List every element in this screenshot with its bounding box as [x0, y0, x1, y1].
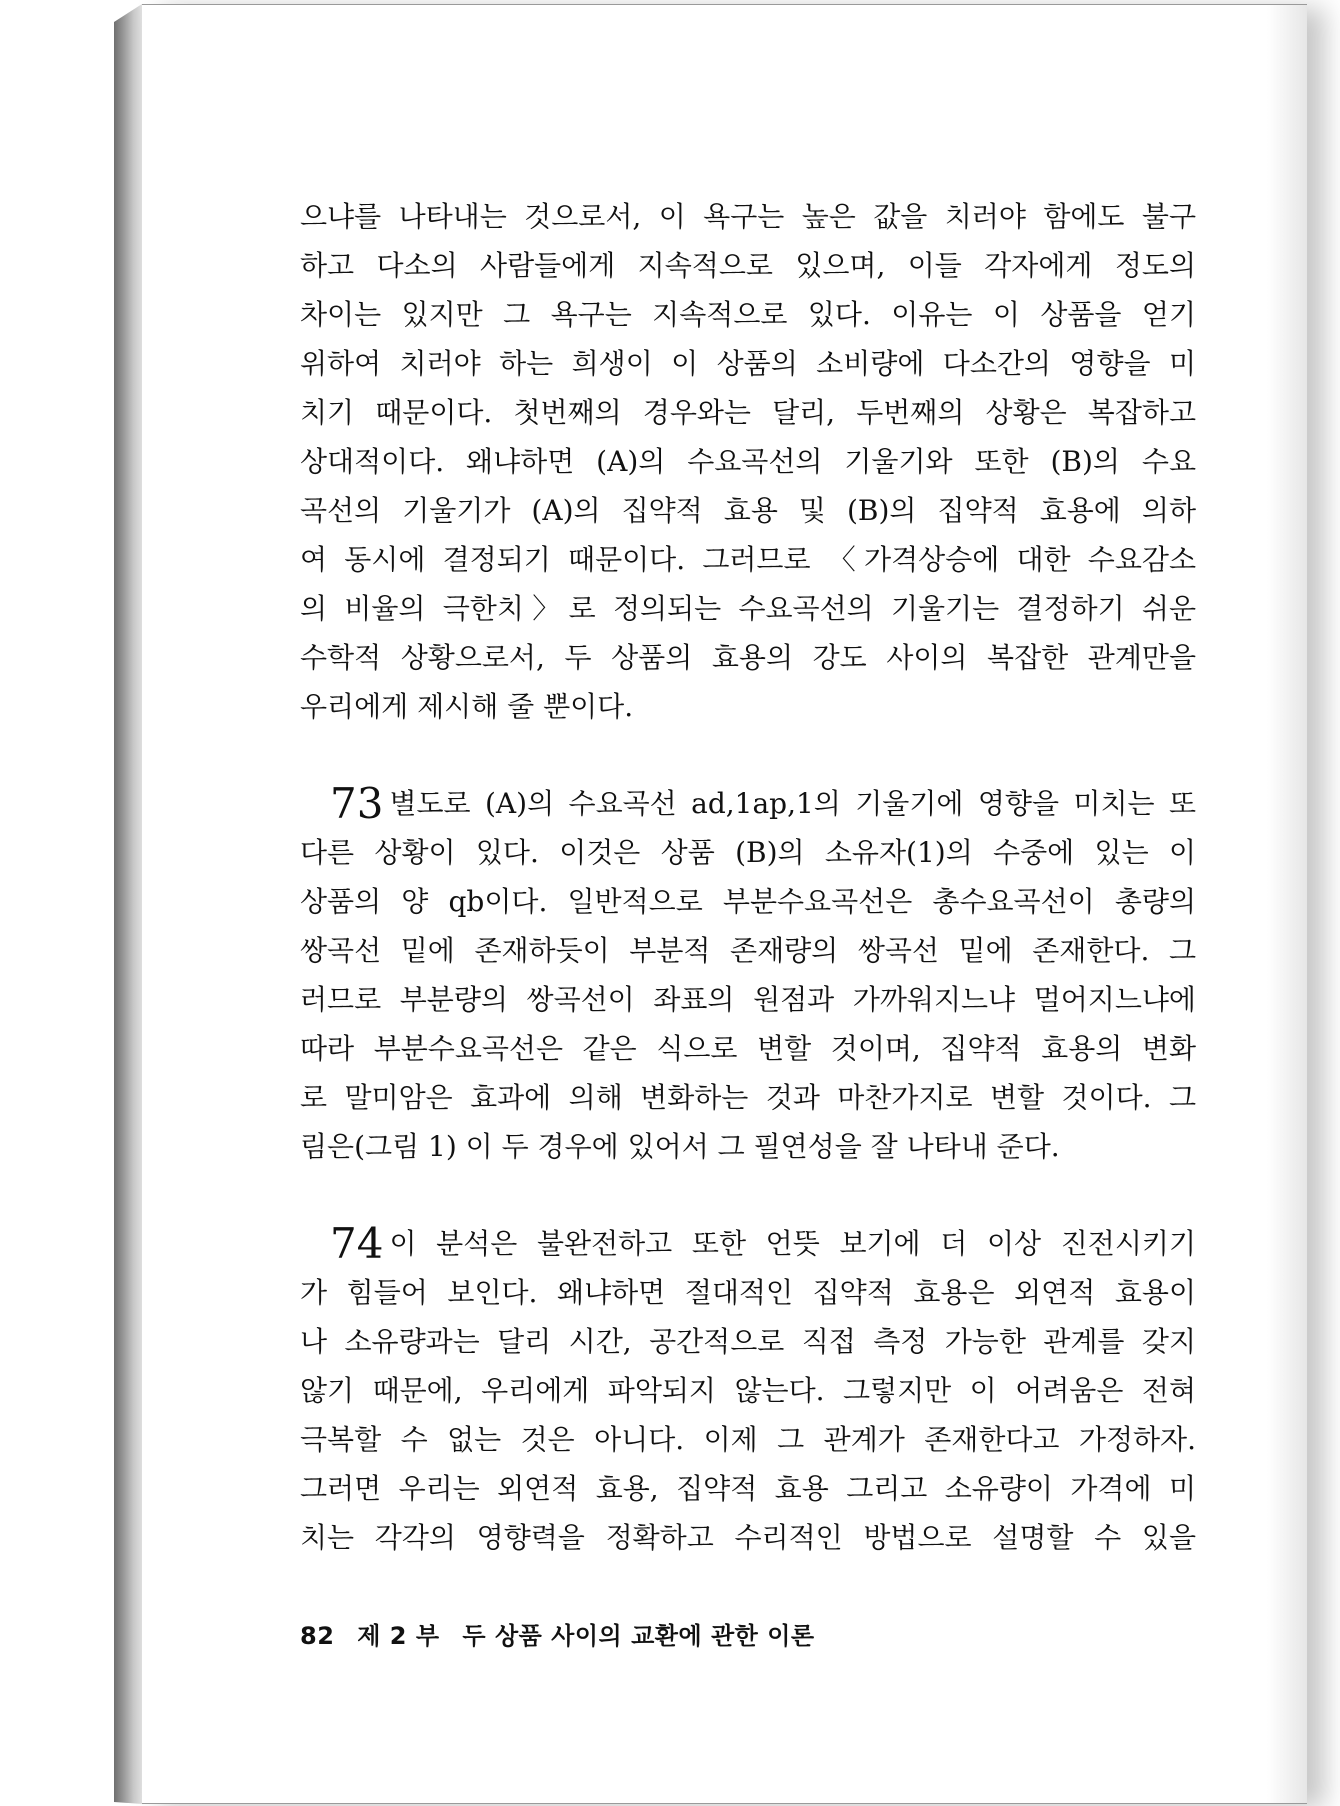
text-line: 않기 때문에, 우리에게 파악되지 않는다. 그렇지만 이 어려움은 전혀	[300, 1374, 1196, 1407]
page-number: 82	[300, 1622, 335, 1650]
page-text	[300, 192, 1196, 1610]
text-line: 치는 각각의 영향력을 정확하고 수리적인 방법으로 설명할 수 있을	[300, 1521, 1196, 1554]
chapter-title: 두 상품 사이의 교환에 관한 이론	[462, 1622, 815, 1650]
paragraph-continued	[300, 192, 1196, 731]
text-line: 러므로 부분량의 쌍곡선이 좌표의 원점과 가까워지느냐 멀어지느냐에	[300, 983, 1196, 1016]
text-line: 림은(그림 1) 이 두 경우에 있어서 그 필연성을 잘 나타내 준다.	[300, 1130, 1060, 1163]
text-line: 위하여 치러야 하는 희생이 이 상품의 소비량에 다소간의 영향을 미	[300, 347, 1196, 380]
text-line: 여 동시에 결정되기 때문이다. 그러므로 〈가격상승에 대한 수요감소	[300, 543, 1196, 576]
paragraph-number: 74	[330, 1219, 384, 1268]
text-line: 따라 부분수요곡선은 같은 식으로 변할 것이며, 집약적 효용의 변화	[300, 1032, 1196, 1065]
text-line: 쌍곡선 밑에 존재하듯이 부분적 존재량의 쌍곡선 밑에 존재한다. 그	[300, 934, 1196, 967]
paragraph-73	[300, 779, 1196, 1171]
text-line: 치기 때문이다. 첫번째의 경우와는 달리, 두번째의 상황은 복잡하고	[300, 396, 1196, 429]
text-line: 상품의 양 qb이다. 일반적으로 부분수요곡선은 총수요곡선이 총량의	[300, 885, 1196, 918]
page-footer	[300, 1616, 829, 1651]
page-edge-shadow	[1267, 5, 1307, 1803]
text-line: 로 말미암은 효과에 의해 변화하는 것과 마찬가지로 변할 것이다. 그	[300, 1081, 1196, 1114]
paragraph-number: 73	[330, 779, 384, 828]
text-line: 가 힘들어 보인다. 왜냐하면 절대적인 집약적 효용은 외연적 효용이	[300, 1276, 1196, 1309]
text-line: 하고 다소의 사람들에게 지속적으로 있으며, 이들 각자에게 정도의	[300, 249, 1196, 282]
text-line: 다른 상황이 있다. 이것은 상품 (B)의 소유자(1)의 수중에 있는 이	[300, 836, 1196, 869]
paragraph-74	[300, 1219, 1196, 1562]
text-line: 극복할 수 없는 것은 아니다. 이제 그 관계가 존재한다고 가정하자.	[300, 1423, 1196, 1456]
text-line: 차이는 있지만 그 욕구는 지속적으로 있다. 이유는 이 상품을 얻기	[300, 298, 1196, 331]
text-line: 의 비율의 극한치〉로 정의되는 수요곡선의 기울기는 결정하기 쉬운	[300, 592, 1196, 625]
part-label: 제 2 부	[357, 1622, 440, 1650]
text-line: 나 소유량과는 달리 시간, 공간적으로 직접 측정 가능한 관계를 갖지	[300, 1325, 1196, 1358]
text-line: 상대적이다. 왜냐하면 (A)의 수요곡선의 기울기와 또한 (B)의 수요	[300, 445, 1196, 478]
text-line: 수학적 상황으로서, 두 상품의 효용의 강도 사이의 복잡한 관계만을	[300, 641, 1196, 674]
text-line: 으냐를 나타내는 것으로서, 이 욕구는 높은 값을 치러야 함에도 불구	[300, 200, 1196, 233]
text-line: 우리에게 제시해 줄 뿐이다.	[300, 690, 634, 723]
text-line: 그러면 우리는 외연적 효용, 집약적 효용 그리고 소유량이 가격에 미	[300, 1472, 1196, 1505]
text-line: 73 별도로 (A)의 수요곡선 ad,1ap,1의 기울기에 영향을 미치는 또	[330, 779, 1196, 828]
text-line: 74 이 분석은 불완전하고 또한 언뜻 보기에 더 이상 진전시키기	[330, 1219, 1196, 1268]
text-line: 곡선의 기울기가 (A)의 집약적 효용 및 (B)의 집약적 효용에 의하	[300, 494, 1196, 527]
book-spine	[114, 4, 142, 1804]
